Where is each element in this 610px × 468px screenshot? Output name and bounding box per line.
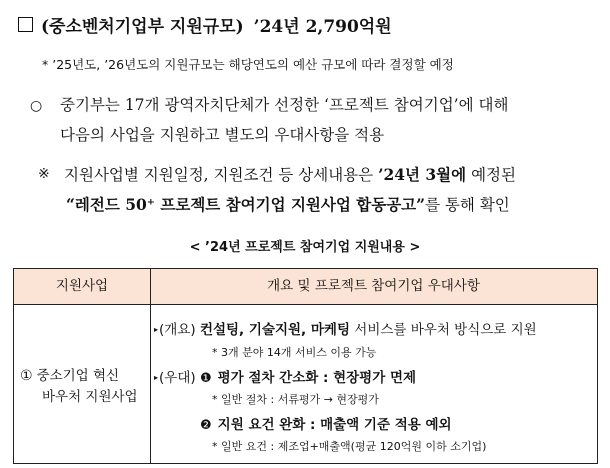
overview-label: (개요) [159,322,200,338]
section-heading: (중소벤처기업부 지원규모) [41,17,244,37]
number-two-icon: ❷ [200,418,212,433]
program-name-a: 중소기업 혁신 [36,368,120,384]
program-name-line-1 [20,364,119,384]
program-name-line-2: 바우처 지원사업 [42,389,138,405]
budget-note: * ’25년도, ’26년도의 지원규모는 해당연도의 예산 규모에 따라 결정할 예정 [42,57,454,72]
bullet-line-1: 중기부는 17개 광역자치단체가 선정한 ‘프로젝트 참여기업’에 대해 [60,96,509,114]
header-program: 지원사업 [14,269,151,304]
preference-row-2 [200,413,452,433]
overview-rest: 서비스를 바우처 방식으로 지원 [350,322,537,338]
overview-subnote: * 3개 분야 14개 서비스 이용 가능 [212,346,377,359]
preference-item-1: 평가 절차 간소화 : 현장평가 면제 [217,370,417,386]
checkbox-icon [18,17,33,32]
number-one-icon: ❶ [199,371,212,386]
reference-line-1 [64,163,516,185]
triangle-bullet-icon: ▸ [154,325,159,334]
support-amount: ’24년 2,790억원 [253,17,392,37]
bullet-marker: ○ [30,98,43,114]
reference-marker: ※ [38,166,50,182]
bullet-line-2: 다음의 사업을 지원하고 별도의 우대사항을 적용 [60,126,385,144]
reference-line-2 [66,193,510,215]
preference-label: (우대) [159,370,200,386]
triangle-bullet-icon: ▸ [154,373,159,382]
program-cell [14,304,150,463]
preference-item-1-note: * 일반 절차 : 서류평가 → 현장평가 [212,393,379,406]
reference-text-end: 예정된 [466,166,516,184]
overview-services: 컨설팅, 기술지원, 마케팅 [199,322,351,338]
program-number: ① [20,368,33,384]
reference-date: ’24년 3월에 [378,165,467,184]
support-table [13,268,598,464]
overview-row [154,318,537,338]
section-title [18,12,392,37]
reference-text-tail: 를 통해 확인 [425,196,510,214]
reference-text: 지원사업별 지원일정, 지원조건 등 상세내용은 [64,166,379,184]
preference-item-2: 지원 요건 완화 : 매출액 기준 적용 예외 [217,417,452,433]
preference-row-1 [154,366,416,386]
table-caption: < ’24년 프로젝트 참여기업 지원내용 > [189,240,421,255]
header-details: 개요 및 프로젝트 참여기업 우대사항 [267,278,480,294]
table-header-row [14,269,597,305]
joint-notice-title: “레전드 50⁺ 프로젝트 참여기업 지원사업 합동공고” [66,195,426,214]
details-cell [150,304,597,463]
preference-item-2-note: * 일반 요건 : 제조업+매출액(평균 120억원 이하 소기업) [212,440,487,453]
